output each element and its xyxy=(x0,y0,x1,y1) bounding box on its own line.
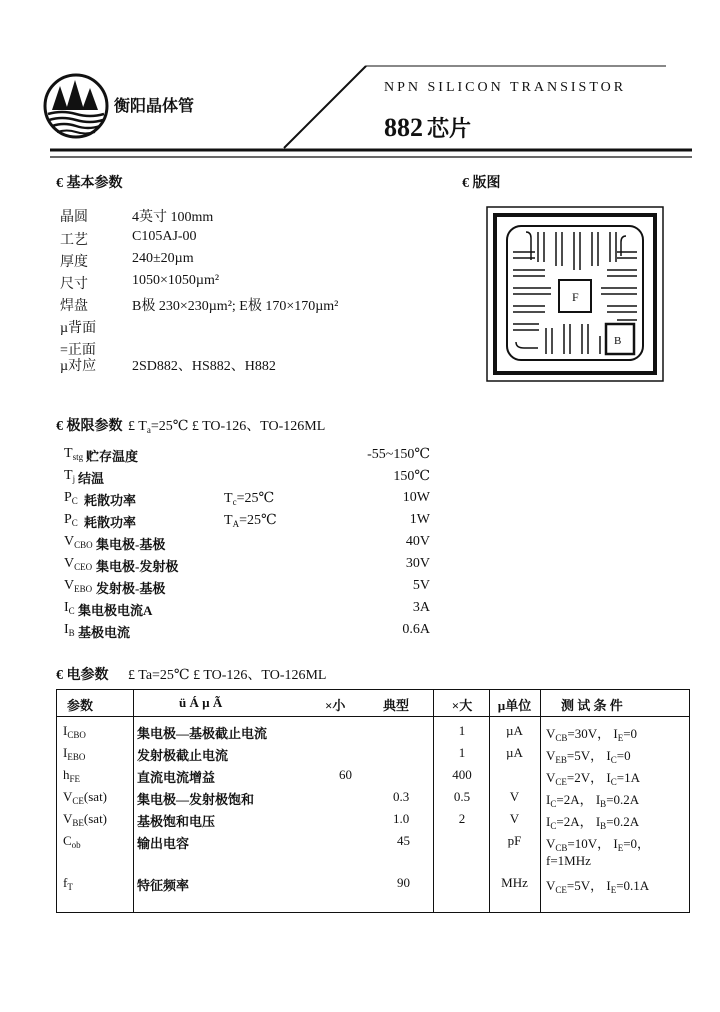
param-max: 1 xyxy=(458,723,466,738)
chip-label: =正面 xyxy=(60,343,96,358)
col-header-unit: µ单位 xyxy=(497,698,532,713)
param-cond: $V_{CB}=10V$， $I_E=0$， xyxy=(546,836,651,853)
rating-symbol: $I_B$ xyxy=(64,622,75,638)
rating-name: 集电极-基极 xyxy=(96,537,166,552)
rating-value: 150℃ xyxy=(393,469,430,484)
param-desc: 发射极截止电流 xyxy=(137,748,229,763)
chip-info-title: € 基本参数 xyxy=(56,176,123,191)
rating-name: 发射极-基极 xyxy=(96,581,166,596)
rating-name: 耗散功率 xyxy=(84,493,137,508)
param-symbol: $h_{FE}$ xyxy=(63,767,81,784)
part-suffix: 芯片 xyxy=(427,116,472,141)
chip-value: C105AJ-00 xyxy=(132,229,197,244)
rating-value: 30V xyxy=(405,556,430,571)
rating-symbol: $V_{CEO}$ xyxy=(64,556,93,572)
param-desc: 基极饱和电压 xyxy=(137,814,216,829)
param-cond: $I_C=2A$， $I_B=0.2A$ xyxy=(546,814,640,831)
die-figure-title: € 版图 xyxy=(462,176,501,191)
param-max: 400 xyxy=(452,767,472,782)
param-cond: $V_{EB}=5V$， $I_C=0$ xyxy=(546,748,631,765)
rating-value: -55~150℃ xyxy=(367,447,430,462)
cond-suffix: =25℃ £ TO-126、TO-126ML xyxy=(150,419,326,434)
rating-symbol: $T_j$ xyxy=(64,468,76,484)
part-number-text: 882 xyxy=(384,113,423,142)
cond-prefix: £ T xyxy=(128,419,147,434)
rating-name: 集电极电流A xyxy=(78,603,153,618)
company-name: 衡阳晶体管 xyxy=(114,98,195,115)
chip-label: 焊盘 xyxy=(60,299,88,314)
param-typ: 90 xyxy=(397,875,410,890)
rating-value: 0.6A xyxy=(402,622,430,637)
param-cond: $V_{CE}=5V$， $I_E=0.1A$ xyxy=(546,878,650,895)
param-unit: µA xyxy=(506,745,523,760)
rating-name: 结温 xyxy=(78,471,105,486)
param-symbol: $V_{BE}(sat)$ xyxy=(63,811,108,828)
chip-label: 晶圆 xyxy=(60,210,88,225)
rating-symbol: $V_{CBO}$ xyxy=(64,534,93,550)
col-header-typ: 典型 xyxy=(383,698,410,713)
chip-value: 2SD882、HS882、H882 xyxy=(132,359,276,374)
param-cond: $V_{CE}=2V$， $I_C=1A$ xyxy=(546,770,640,787)
chip-label: 工艺 xyxy=(60,233,88,248)
param-unit: MHz xyxy=(501,875,528,890)
param-desc: 集电极—基极截止电流 xyxy=(137,726,268,741)
param-cond: $V_{CB}=30V$， $I_E=0$ xyxy=(546,726,638,743)
chip-value: 4英寸 100mm xyxy=(132,210,214,225)
chip-label: µ背面 xyxy=(60,321,97,336)
param-cond: $I_C=2A$， $I_B=0.2A$ xyxy=(546,792,640,809)
max-ratings-condition xyxy=(128,415,325,435)
chip-value: B极 230×230µm²; E极 170×170µm² xyxy=(132,299,339,314)
param-unit: µA xyxy=(506,723,523,738)
param-max: 0.5 xyxy=(453,789,471,804)
rating-value: 1W xyxy=(409,512,430,527)
rating-condition: $T_A=25℃$ xyxy=(224,513,277,529)
rating-symbol: $P_C$ xyxy=(64,512,78,528)
chip-label: 厚度 xyxy=(60,255,88,270)
elec-char-condition: £ Ta=25℃ £ TO-126、TO-126ML xyxy=(128,668,327,683)
chip-label: µ对应 xyxy=(60,359,97,374)
pad-b-label: B xyxy=(614,335,622,347)
col-header-param: 参数 xyxy=(67,698,94,713)
col-header-cond: 测 试 条 件 xyxy=(561,698,623,713)
param-desc: 输出电容 xyxy=(137,836,190,851)
rating-name: 基极电流 xyxy=(78,625,131,640)
param-desc: 直流电流增益 xyxy=(137,770,216,785)
elec-char-title: € 电参数 xyxy=(56,668,109,683)
param-unit: V xyxy=(509,811,520,826)
die-layout-figure xyxy=(486,206,664,382)
rating-value: 10W xyxy=(402,490,430,505)
param-symbol: $V_{CE}(sat)$ xyxy=(63,789,108,806)
param-typ: 0.3 xyxy=(393,789,410,804)
max-ratings-title: € 极限参数 xyxy=(56,419,123,434)
param-symbol: $I_{EBO}$ xyxy=(63,745,86,762)
param-desc: 集电极—发射极饱和 xyxy=(137,792,255,807)
product-type: NPN SILICON TRANSISTOR xyxy=(384,80,627,95)
param-min: 60 xyxy=(339,767,352,782)
param-unit: pF xyxy=(507,833,522,848)
param-desc: 特征频率 xyxy=(137,878,190,893)
param-max: 2 xyxy=(458,811,466,826)
param-symbol: $f_T$ xyxy=(63,875,73,892)
rating-symbol: $I_C$ xyxy=(64,600,75,616)
cond-sub: a xyxy=(146,425,151,435)
param-typ: 45 xyxy=(397,833,410,848)
rating-name: 贮存温度 xyxy=(86,449,139,464)
param-symbol: $C_{ob}$ xyxy=(63,833,81,850)
param-cond-2: f=1MHz xyxy=(546,853,591,868)
chip-label: 尺寸 xyxy=(60,277,88,292)
rating-value: 3A xyxy=(412,600,430,615)
rating-symbol: $V_{EBO}$ xyxy=(64,578,93,594)
chip-value: 240±20µm xyxy=(132,251,194,266)
rating-value: 5V xyxy=(412,578,430,593)
param-max: 1 xyxy=(458,745,466,760)
rating-name: 耗散功率 xyxy=(84,515,137,530)
header-rule xyxy=(0,0,720,170)
rating-symbol: $T_{stg}$ xyxy=(64,446,84,462)
col-header-desc: ü Á µ Ã xyxy=(179,695,223,710)
col-header-max: ×大 xyxy=(451,698,473,713)
col-header-min: ×小 xyxy=(325,698,346,713)
rating-name: 集电极-发射极 xyxy=(96,559,179,574)
elec-char-table xyxy=(56,689,690,913)
pad-e-label: F xyxy=(572,290,579,304)
param-typ: 1.0 xyxy=(393,811,410,826)
param-symbol: $I_{CBO}$ xyxy=(63,723,86,740)
rating-value: 40V xyxy=(405,534,430,549)
param-unit: V xyxy=(509,789,520,804)
rating-condition: $T_c=25℃$ xyxy=(224,491,275,507)
rating-symbol: $P_C$ xyxy=(64,490,78,506)
chip-value: 1050×1050µm² xyxy=(132,273,220,288)
